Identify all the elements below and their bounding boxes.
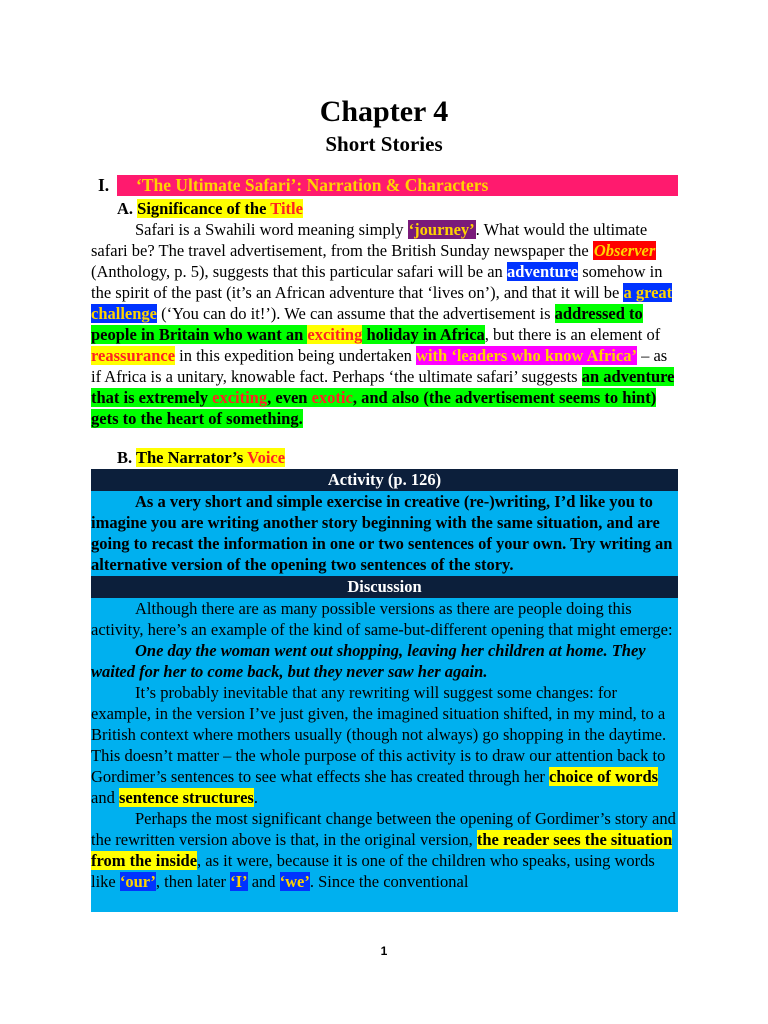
- discussion-quote: One day the woman went out shopping, leaving her children at home. They waited for her to come back, but they never saw her again.: [91, 641, 646, 681]
- discussion-header: Discussion: [91, 576, 678, 598]
- discussion-paragraph-1: Although there are as many possible versions as there are people doing this activity, here’s an example of the kind of same-but-different opening that might emerge:: [91, 599, 673, 639]
- text-run: and: [91, 788, 119, 807]
- highlight-even: , even: [267, 388, 312, 407]
- chapter-title: Chapter 4: [319, 95, 449, 128]
- subheading-letter: B.: [117, 448, 133, 467]
- highlight-sentence-structures: sentence structures: [118, 788, 254, 807]
- activity-box: [91, 491, 678, 576]
- subheading-text-part: Significance of the: [137, 199, 271, 218]
- highlight-we: ‘we’: [279, 872, 310, 891]
- subheading-text: [137, 199, 303, 218]
- highlight-adventure: adventure: [506, 262, 579, 281]
- chapter-subtitle: Short Stories: [325, 132, 443, 156]
- highlight-choice-of-words: choice of words: [549, 767, 659, 786]
- text-run: – as if Africa is a unitary, knowable fact. Perhaps ‘the ultimate safari’ suggests: [91, 346, 668, 386]
- text-run: somehow in the spirit of the past (it’s an African adventure that ‘lives on’), and that it will be: [91, 262, 663, 302]
- subheading-voice-word: Voice: [247, 448, 286, 467]
- activity-header: Activity (p. 126): [91, 469, 678, 491]
- text-run: , then later: [155, 872, 231, 891]
- highlight-addressed: addressed to people in Britain who want an: [91, 304, 643, 344]
- highlight-i: ‘I’: [230, 872, 248, 891]
- subheading-title-word: Title: [270, 199, 303, 218]
- subheading-text: [136, 448, 285, 467]
- highlight-challenge: a great challenge: [91, 283, 673, 323]
- highlight-journey: ‘journey’: [408, 220, 475, 239]
- subheading-letter: A.: [117, 199, 134, 218]
- highlight-adventure-extreme: an adventure that is extremely: [91, 367, 675, 407]
- text-run: . What would the ultimate safari be? The travel advertisement, from the British Sunday newspaper the: [91, 220, 648, 260]
- highlight-reassurance: reassurance: [91, 346, 176, 365]
- highlight-reader-inside: the reader sees the situation from the inside: [91, 830, 673, 870]
- paragraph-significance: [91, 219, 678, 429]
- highlight-holiday: holiday in Africa: [362, 325, 485, 344]
- activity-body: As a very short and simple exercise in creative (re-)writing, I’d like you to imagine you are writing another story beginning with the same situation, and are going to recast the information in one or two sentences of your own. Try writing an alternative version of the opening two sentences of the story.: [91, 492, 673, 574]
- discussion-paragraph-4: [91, 808, 678, 892]
- highlight-our: ‘our’: [119, 872, 156, 891]
- text-run: , as it were, because it is one of the children who speaks, using words like: [91, 851, 655, 891]
- text-run: (‘You can do it!’). We can assume that the advertisement is: [157, 304, 555, 323]
- text-run: . Since the conventional: [309, 872, 469, 891]
- text-run: It’s probably inevitable that any rewriting will suggest some changes: for example, in the version I’ve just given, the imagined situation shifted, in my mind, to a British context where mothers usually (though not always) go shopping in the daytime. This doesn’t matter – the whole purpose of this activity is to draw our attention back to Gordimer’s sentences to see what effects she has created through her: [91, 683, 667, 786]
- highlight-exciting-2: exciting: [212, 388, 268, 407]
- text-run: (Anthology, p. 5), suggests that this particular safari will be an: [91, 262, 507, 281]
- highlight-leaders: with ‘leaders who know Africa’: [416, 346, 637, 365]
- section-title: ‘The Ultimate Safari’: Narration & Characters: [136, 175, 489, 195]
- text-run: Perhaps the most significant change between the opening of Gordimer’s story and the rewritten version above is that, in the original version,: [91, 809, 676, 849]
- page-number: 1: [380, 944, 388, 958]
- text-run: , but there is an element of: [484, 325, 661, 344]
- discussion-paragraph-3: [91, 682, 678, 808]
- subheading-b: [117, 448, 285, 468]
- section-number: I.: [98, 175, 110, 195]
- text-run: and: [247, 872, 280, 891]
- text-run: in this expedition being undertaken: [175, 346, 417, 365]
- text-run: .: [253, 788, 258, 807]
- highlight-observer: Observer: [593, 241, 656, 260]
- subheading-a: [117, 199, 303, 219]
- discussion-box: [91, 598, 678, 912]
- subheading-text-part: The Narrator’s: [135, 448, 248, 467]
- highlight-heart: , and also (the advertisement seems to hint) gets to the heart of something.: [91, 388, 657, 428]
- highlight-exciting: exciting: [307, 325, 363, 344]
- highlight-exotic: exotic: [311, 388, 353, 407]
- text-run: Safari is a Swahili word meaning simply: [135, 220, 408, 239]
